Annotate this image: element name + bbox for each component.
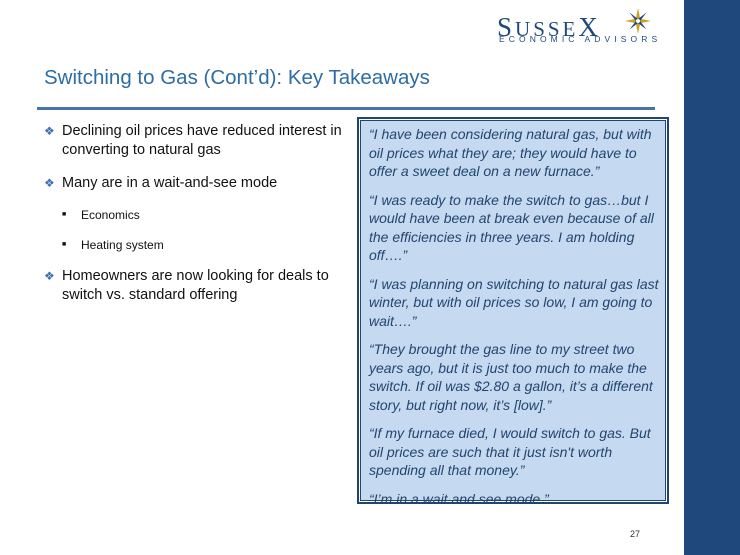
bullet-text: Homeowners are now looking for deals to switch vs. standard offering: [62, 268, 329, 303]
quote: “I was planning on switching to natural gas last winter, but with oil prices so low, I am going to wait….”: [369, 275, 659, 329]
bullet-item: [44, 122, 344, 160]
bullet-item: [44, 174, 344, 193]
four-diamond-icon: ❖: [44, 176, 55, 190]
title-divider: [37, 107, 655, 110]
quote: “I’m in a wait and see mode.”: [369, 490, 549, 507]
bullet-item: [44, 267, 344, 305]
page-number: 27: [630, 529, 641, 539]
sub-bullet-item: [62, 237, 344, 253]
quote-box: [357, 117, 669, 507]
quote: “I was ready to make the switch to gas…but I would have been at break even because of all the efficiencies in three years. I am holding off….”: [369, 191, 654, 263]
bullet-text: Declining oil prices have reduced interest in converting to natural gas: [62, 123, 342, 158]
four-diamond-icon: ❖: [44, 124, 55, 138]
logo-wordmark: SUSSEX: [497, 12, 601, 42]
quote: “They brought the gas line to my street two years ago, but it is just too much to make the switch. If oil was $2.80 a gallon, it’s a different story, but right now, it’s [low].”: [369, 341, 653, 413]
takeaway-list: [44, 122, 344, 319]
slide-title: Switching to Gas (Cont’d): Key Takeaways: [44, 66, 430, 89]
sussex-logo: [497, 8, 662, 48]
quote: “I have been considering natural gas, but with oil prices what they are; they would have to offer a sweet deal on a new furnace.”: [369, 126, 652, 179]
sub-bullet-text: Heating system: [81, 238, 164, 252]
square-icon: ■: [62, 211, 67, 218]
sub-bullet-item: [62, 207, 344, 223]
sub-bullet-text: Economics: [81, 208, 140, 222]
bullet-text: Many are in a wait-and-see mode: [62, 175, 278, 191]
logo-tagline: ECONOMIC ADVISORS: [499, 34, 662, 44]
right-sidebar-band: [684, 0, 740, 555]
four-diamond-icon: ❖: [44, 269, 55, 283]
quote: “If my furnace died, I would switch to gas. But oil prices are such that it just isn't worth spending all that money.”: [369, 425, 651, 478]
square-icon: ■: [62, 241, 67, 248]
compass-star-icon: [625, 8, 651, 34]
